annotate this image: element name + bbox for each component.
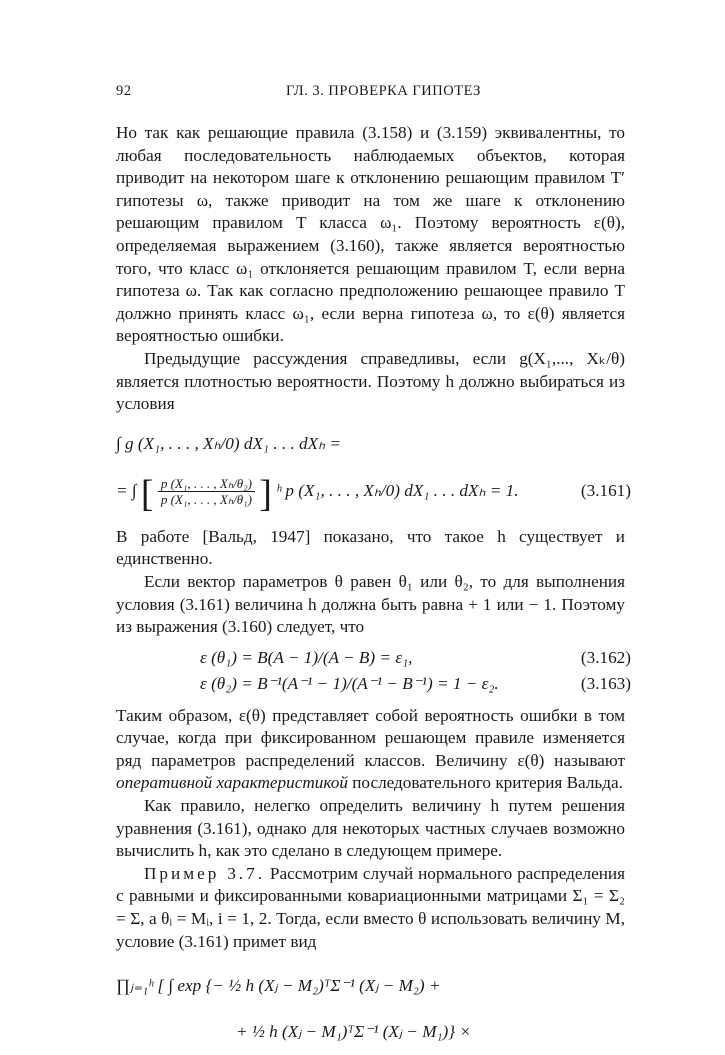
paragraph-6: Как правило, нелегко определить величину h путем решения уравнения (3.161), однако для некоторых частных случаев возможно вычислить h, как это сделано в следующем примере. bbox=[116, 796, 625, 861]
equation-example-line-2: + ½ h (Xⱼ − M₁)ᵀΣ⁻¹ (Xⱼ − M₁)} × bbox=[236, 1022, 471, 1042]
equation-example-line-1: ∏ⱼ₌₁ʰ [ ∫ exp {− ½ h (Xⱼ − M₂)ᵀΣ⁻¹ (Xⱼ − M₂) + bbox=[116, 976, 441, 996]
equation-3-161-line-2 bbox=[116, 462, 631, 520]
running-head: ГЛ. 3. ПРОВЕРКА ГИПОТЕЗ bbox=[286, 83, 481, 99]
equation-3-161 bbox=[116, 426, 631, 520]
equation-3-162-body: ε (θ₁) = B(A − 1)/(A − B) = ε₁, bbox=[200, 647, 413, 667]
paragraph-2: Предыдущие рассуждения справедливы, если g(X₁,..., Xₖ/θ) является плотностью вероятности. Поэтому h должно выбираться из условия bbox=[116, 348, 625, 414]
equation-example-3-7 bbox=[116, 963, 625, 1055]
paragraph-3: В работе [Вальд, 1947] показано, что такое h существует и единственно. bbox=[116, 526, 625, 569]
equation-3-163 bbox=[200, 671, 631, 697]
equation-3-161-line-1: ∫ g (X₁, . . . , Xₕ/0) dX₁ . . . dXₕ = bbox=[116, 433, 341, 453]
right-bracket-symbol: ] bbox=[259, 472, 272, 515]
equation-3-163-body: ε (θ₂) = B⁻¹(A⁻¹ − 1)/(A⁻¹ − B⁻¹) = 1 − ε₂. bbox=[200, 673, 499, 693]
equation-number-3-162: (3.162) bbox=[580, 647, 631, 667]
example-text: Рассмотрим случай нормального распределения с равными и фиксированными ковариационными матрицами Σ₁ = Σ₂ = Σ, а θᵢ = Mᵢ, i = 1, 2. Тогда, если вместо θ использовать величину M, условие (3.161) примет вид bbox=[116, 863, 625, 951]
paragraph-7 bbox=[116, 863, 625, 953]
equations-3-162-3-163 bbox=[200, 645, 631, 697]
fraction-numerator: p (X₁, . . . , Xₕ/θ₂) bbox=[158, 476, 255, 492]
page-number: 92 bbox=[116, 83, 132, 99]
left-bracket-symbol: [ bbox=[140, 472, 154, 515]
paragraph-1: Но так как решающие правила (3.158) и (3.159) эквивалентны, то любая последовательность наблюдаемых объектов, которая приводит на некотором шаге к отклонению решающим правилом T′ гипотезы ω, также приводит на том же шаге к отклонению решающим правилом T класса ω₁. Поэтому вероятность ε(θ), определяемая выражением (3.160), также является вероятностью того, что класс ω₁ отклоняется решающим правилом T, если верна гипотеза ω. Так как согласно предположению решающее правило T должно принять класс ω₁, если верна гипотеза ω, то ε(θ) является вероятностью ошибки. bbox=[116, 123, 625, 346]
paragraph-5-start: Таким образом, ε(θ) представляет собой вероятность ошибки в том случае, когда при фиксированном решающем правиле изменяется ряд параметров распределений классов. Величину ε(θ) называют bbox=[116, 705, 625, 770]
paragraph-5 bbox=[116, 705, 625, 795]
equation-number-3-161: (3.161) bbox=[580, 480, 631, 500]
equation-3-162 bbox=[200, 645, 631, 671]
equation-number-3-163: (3.163) bbox=[580, 673, 631, 693]
example-label: Пример 3.7. bbox=[144, 863, 265, 883]
equation-3-161-suffix: ʰ p (X₁, . . . , Xₕ/0) dX₁ . . . dXₕ = 1. bbox=[276, 480, 519, 500]
fraction-denominator: p (X₁, . . . , Xₕ/θ₁) bbox=[160, 492, 252, 508]
equation-3-161-prefix: = ∫ bbox=[116, 480, 137, 500]
likelihood-ratio-fraction bbox=[158, 476, 255, 507]
paragraph-4: Если вектор параметров θ равен θ₁ или θ₂, то для выполнения условия (3.161) величина h должна быть равна + 1 или − 1. Поэтому из выражения (3.160) следует, что bbox=[116, 571, 625, 637]
paragraph-5-end: последовательного критерия Вальда. bbox=[347, 773, 623, 793]
page-header bbox=[116, 80, 625, 104]
term-operating-characteristic: оперативной характеристикой bbox=[116, 773, 348, 793]
